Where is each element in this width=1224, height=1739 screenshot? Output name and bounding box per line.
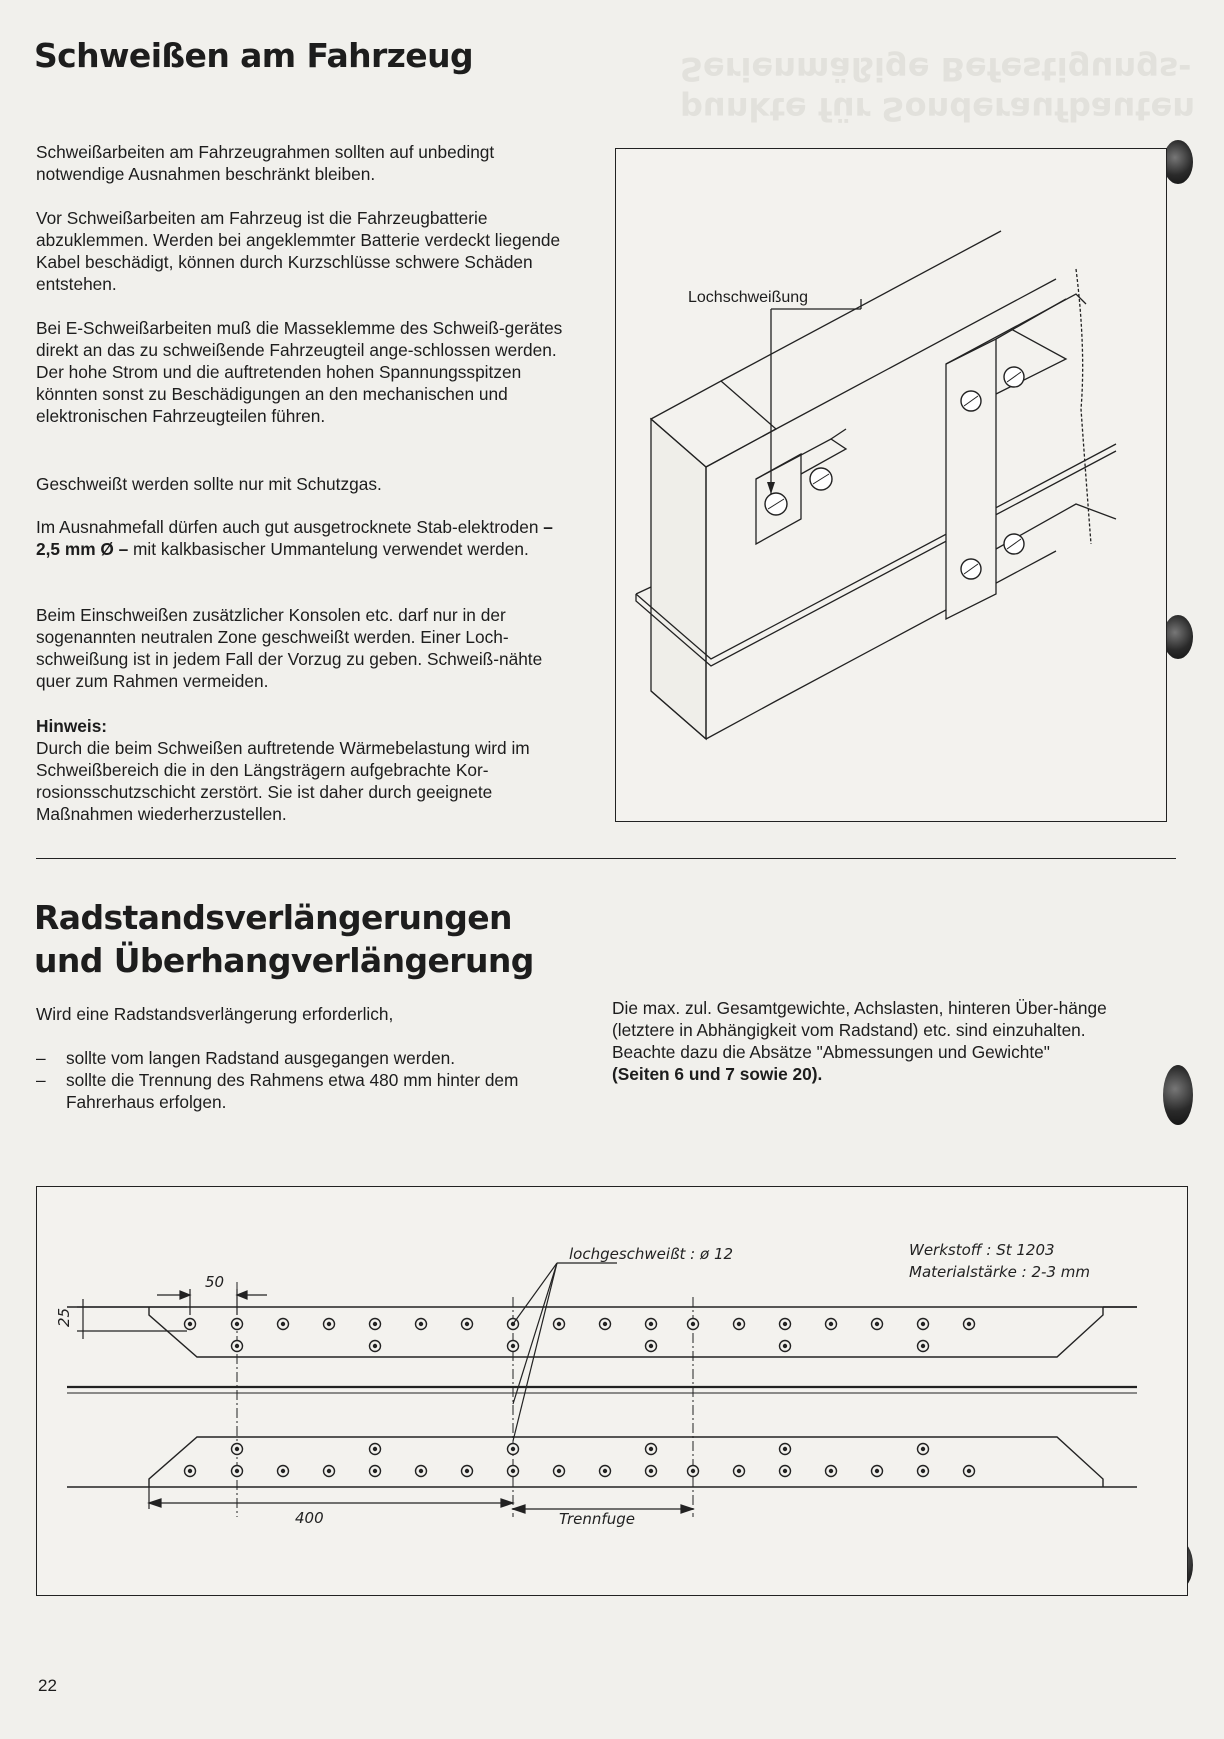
weld-hole-center	[967, 1469, 971, 1473]
bold-text: – 2,5 mm Ø –	[36, 517, 553, 559]
weld-hole-center	[829, 1322, 833, 1326]
weld-hole-center	[603, 1469, 607, 1473]
paragraph: Geschweißt werden sollte nur mit Schutzgas.	[36, 474, 382, 494]
weld-hole-center	[783, 1469, 787, 1473]
weld-hole-center	[419, 1469, 423, 1473]
weld-hole-center	[235, 1344, 239, 1348]
page-number: 22	[38, 1676, 57, 1695]
weld-hole-center	[327, 1322, 331, 1326]
trennfuge-label: Trennfuge	[559, 1510, 635, 1528]
weights-text	[612, 997, 1132, 1085]
figure-hole-welding	[615, 148, 1167, 822]
weld-hole-center	[327, 1469, 331, 1473]
section-title-wheelbase: Radstandsverlängerungen	[34, 898, 512, 937]
list-item	[36, 1047, 571, 1069]
dim-50-label: 50	[205, 1273, 225, 1291]
weld-hole-center	[511, 1447, 515, 1451]
text: Beachte dazu die Absätze "Abmessungen und Gewichte"	[612, 1042, 1050, 1062]
hint-text: Durch die beim Schweißen auftretende Wärmebelastung wird im Schweißbereich die in den Längsträgern aufgebrachte Kor-rosionsschutzschicht zerstört. Sie ist daher durch geeignete Maßnahmen wiederherzustellen.	[36, 738, 530, 824]
isometric-frame-drawing	[616, 149, 1166, 821]
text: mit kalkbasischer Ummantelung verwendet werden.	[128, 539, 529, 559]
paragraph: Beim Einschweißen zusätzlicher Konsolen etc. darf nur in der sogenannten neutralen Zone geschweißt werden. Einer Loch-schweißung ist in jedem Fall der Vorzug zu geben. Schweiß-nähte quer zum Rahmen vermeiden.	[36, 605, 543, 691]
weld-hole-center	[511, 1469, 515, 1473]
list-item-text: sollte die Trennung des Rahmens etwa 480 mm hinter dem Fahrerhaus erfolgen.	[66, 1070, 519, 1112]
weld-hole-center	[235, 1322, 239, 1326]
weld-hole-center	[829, 1469, 833, 1473]
bleed-through-text-2: punkte für Sonderaufbauten	[680, 90, 1196, 128]
intro-text: Wird eine Radstandsverlängerung erforderlich,	[36, 1004, 394, 1024]
section-title-welding: Schweißen am Fahrzeug	[34, 36, 473, 75]
list-item-text: sollte vom langen Radstand ausgegangen werden.	[66, 1048, 456, 1068]
weld-hole-center	[603, 1322, 607, 1326]
weld-hole-center	[783, 1322, 787, 1326]
weld-hole-center	[737, 1322, 741, 1326]
frame-extension-drawing	[36, 1186, 1188, 1596]
weld-hole-center	[557, 1322, 561, 1326]
weld-hole-center	[921, 1469, 925, 1473]
dimension-400	[149, 1487, 513, 1509]
weld-hole-center	[649, 1322, 653, 1326]
weld-hole-center	[649, 1469, 653, 1473]
paragraph: Schweißarbeiten am Fahrzeugrahmen sollten auf unbedingt notwendige Ausnahmen beschränkt bleiben.	[36, 142, 495, 184]
weld-hole-center	[783, 1447, 787, 1451]
weld-hole-center	[419, 1322, 423, 1326]
weld-hole-center	[235, 1469, 239, 1473]
weld-hole-center	[691, 1469, 695, 1473]
thickness-label: Materialstärke : 2-3 mm	[909, 1263, 1090, 1281]
weld-hole-center	[875, 1469, 879, 1473]
weld-leaders	[513, 1263, 617, 1441]
weld-hole-center	[188, 1469, 192, 1473]
section-title-overhang: und Überhangverlängerung	[34, 941, 534, 980]
technical-drawing	[37, 1187, 1187, 1595]
dim-25-label: 25	[55, 1307, 73, 1327]
hint	[36, 715, 571, 825]
weld-hole-center	[921, 1447, 925, 1451]
weld-hole-center	[557, 1469, 561, 1473]
list-item	[36, 1069, 571, 1113]
weld-hole-center	[465, 1469, 469, 1473]
weld-hole-center	[281, 1469, 285, 1473]
material-label: Werkstoff : St 1203	[909, 1241, 1055, 1259]
weld-hole-center	[783, 1344, 787, 1348]
weld-hole-center	[188, 1322, 192, 1326]
figure-label: Lochschweißung	[688, 289, 809, 306]
weld-hole-center	[511, 1344, 515, 1348]
weld-hole-center	[373, 1322, 377, 1326]
weld-hole-center	[465, 1322, 469, 1326]
weld-hole-center	[373, 1469, 377, 1473]
text: Die max. zul. Gesamtgewichte, Achslasten, hinteren Über-hänge (letztere in Abhängigkeit vom Radstand) etc. sind einzuhalten.	[612, 998, 1107, 1040]
weld-hole-center	[875, 1322, 879, 1326]
weld-hole-center	[373, 1344, 377, 1348]
binder-hole	[1163, 1065, 1193, 1125]
bullet-dash: –	[36, 1048, 46, 1068]
paragraph: Bei E-Schweißarbeiten muß die Masseklemme des Schweiß-gerätes direkt an das zu schweißende Fahrzeugteil ange-schlossen werden. Der hohe Strom und die auftretenden hohen Spannungsspitzen könnten sonst zu Beschädigungen an den mechanischen und elektronischen Fahrzeugteilen führen.	[36, 318, 563, 426]
text: Im Ausnahmefall dürfen auch gut ausgetrocknete Stab-elektroden	[36, 517, 544, 537]
weld-hole-center	[921, 1322, 925, 1326]
bleed-through-text: Serienmäßige Befestigungs-	[680, 50, 1192, 88]
binder-hole	[1163, 615, 1193, 659]
binder-hole	[1163, 140, 1193, 184]
bullet-dash: –	[36, 1070, 46, 1090]
weld-hole-center	[691, 1322, 695, 1326]
weld-hole-center	[921, 1344, 925, 1348]
weld-label: lochgeschweißt : ø 12	[569, 1245, 734, 1263]
weld-hole-center	[281, 1322, 285, 1326]
hint-label: Hinweis:	[36, 716, 108, 736]
weld-hole-center	[967, 1322, 971, 1326]
weld-holes	[185, 1319, 975, 1477]
requirements-list	[36, 1047, 571, 1113]
paragraph: Vor Schweißarbeiten am Fahrzeug ist die Fahrzeugbatterie abzuklemmen. Werden bei angeklemmter Batterie verdeckt liegende Kabel beschädigt, können durch Kurzschlüsse schwere Schäden entstehen.	[36, 208, 561, 294]
page-reference: (Seiten 6 und 7 sowie 20).	[612, 1064, 823, 1084]
weld-hole-center	[649, 1344, 653, 1348]
weld-hole-center	[235, 1447, 239, 1451]
weld-hole-center	[649, 1447, 653, 1451]
weld-hole-center	[373, 1447, 377, 1451]
paragraph-electrodes	[36, 516, 571, 560]
weld-hole-center	[737, 1469, 741, 1473]
dimension-50	[157, 1289, 267, 1315]
section-divider	[36, 858, 1176, 859]
dim-400-label: 400	[295, 1509, 324, 1527]
